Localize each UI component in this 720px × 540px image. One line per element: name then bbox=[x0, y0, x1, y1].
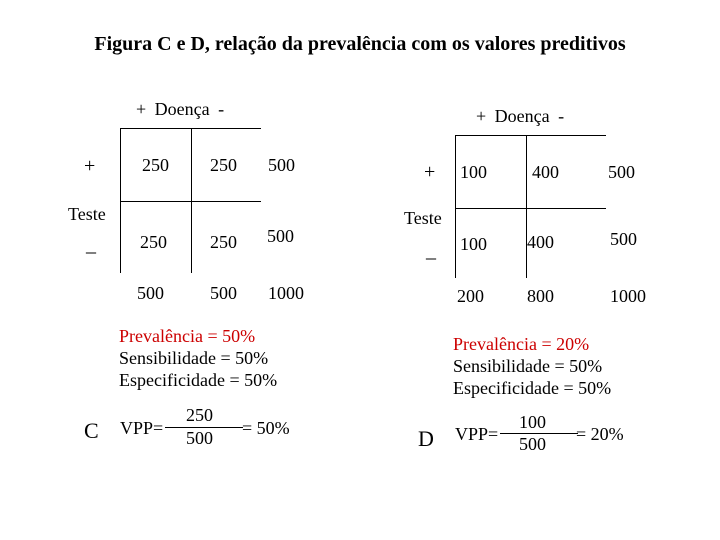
grand-total: 1000 bbox=[268, 283, 304, 303]
cell-false-negative: 250 bbox=[140, 232, 167, 252]
grid-divider-vertical bbox=[191, 129, 192, 273]
ppv-label: VPP= bbox=[120, 418, 164, 438]
sensitivity-text: Sensibilidade = 50% bbox=[119, 348, 269, 368]
cell-true-positive: 250 bbox=[142, 155, 169, 175]
ppv-result: = 50% bbox=[242, 418, 290, 438]
row-label-negative: _ bbox=[86, 234, 96, 256]
ppv-numerator: 250 bbox=[186, 405, 213, 425]
sensitivity-text: Sensibilidade = 50% bbox=[453, 356, 603, 376]
ppv-label: VPP= bbox=[455, 424, 499, 444]
prevalence-text: Prevalência = 50% bbox=[119, 326, 256, 346]
cell-true-positive: 100 bbox=[460, 162, 487, 182]
ppv-result: = 20% bbox=[576, 424, 624, 444]
row-total-positive: 500 bbox=[608, 162, 635, 182]
cell-false-positive: 400 bbox=[532, 162, 559, 182]
row-label-teste: Teste bbox=[68, 204, 106, 224]
stats-block bbox=[119, 325, 277, 391]
prevalence-text: Prevalência = 20% bbox=[453, 334, 590, 354]
panel-letter: C bbox=[84, 418, 99, 443]
contingency-grid bbox=[455, 135, 606, 278]
ppv-numerator: 100 bbox=[519, 412, 546, 432]
page-title: Figura C e D, relação da prevalência com os valores preditivos bbox=[94, 33, 626, 55]
disease-header: + Doença - bbox=[476, 106, 565, 126]
ppv-denominator: 500 bbox=[519, 434, 546, 454]
cell-false-positive: 250 bbox=[210, 155, 237, 175]
column-total-disease-positive: 500 bbox=[137, 283, 164, 303]
ppv-denominator: 500 bbox=[186, 428, 213, 448]
row-total-positive: 500 bbox=[268, 155, 295, 175]
specificity-text: Especificidade = 50% bbox=[453, 378, 612, 398]
specificity-text: Especificidade = 50% bbox=[119, 370, 278, 390]
cell-false-negative: 100 bbox=[460, 234, 487, 254]
disease-header: + Doença - bbox=[136, 99, 225, 119]
panel-letter: D bbox=[418, 426, 434, 451]
grand-total: 1000 bbox=[610, 286, 646, 306]
column-total-disease-positive: 200 bbox=[457, 286, 484, 306]
grid-divider-vertical bbox=[526, 136, 527, 278]
stats-block bbox=[453, 333, 611, 399]
row-total-negative: 500 bbox=[610, 229, 637, 249]
grid-divider-horizontal bbox=[456, 208, 606, 209]
row-total-negative: 500 bbox=[267, 226, 294, 246]
column-total-disease-negative: 800 bbox=[527, 286, 554, 306]
row-label-positive: + bbox=[84, 155, 96, 177]
row-label-teste: Teste bbox=[404, 208, 442, 228]
column-total-disease-negative: 500 bbox=[210, 283, 237, 303]
row-label-positive: + bbox=[424, 161, 436, 183]
row-label-negative: _ bbox=[426, 240, 436, 262]
cell-true-negative: 250 bbox=[210, 232, 237, 252]
cell-true-negative: 400 bbox=[527, 232, 554, 252]
